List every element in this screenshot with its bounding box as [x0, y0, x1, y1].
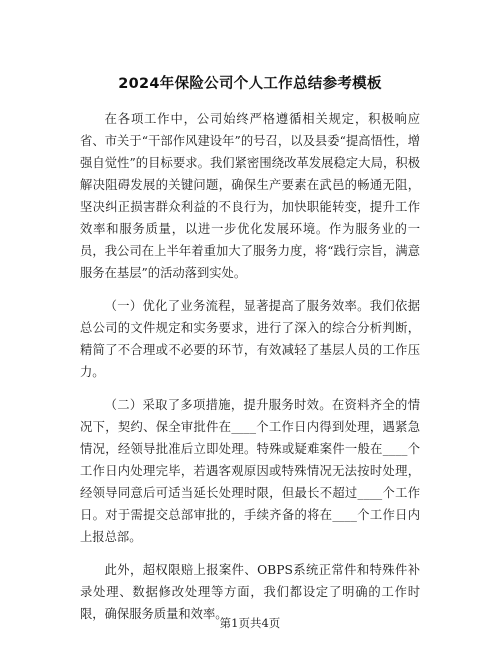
paragraph-intro: 在各项工作中，公司始终严格遵循相关规定，积极响应省、市关于“干部作风建设年”的号召，以及县委“提高悟性，增强自觉性”的目标要求。我们紧密围绕改革发展稳定大局，积极解决阻碍发展的关键问题，确保生产要素在武邑的畅通无阻，坚决纠正损害群众利益的不良行为，加快职能转变，提升工作效率和服务质量，以进一步优化发展环境。作为服务业的一员，我公司在上半年着重加大了服务力度，将“践行宗旨，满意服务在基层”的活动落到实处。	[80, 112, 420, 280]
page-number-footer: 第1页共4页	[219, 616, 281, 630]
document-body	[80, 108, 420, 625]
document-title: 2024年保险公司个人工作总结参考模板	[118, 76, 382, 92]
paragraph-closing: 此外，超权限赔上报案件、OBPS系统正常件和特殊件补录处理、数据修改处理等方面，我们都设定了明确的工作时限，确保服务质量和效率。	[80, 563, 420, 621]
paragraph-section-2: （二）采取了多项措施，提升服务时效。在资料齐全的情况下，契约、保全审批件在____个工作日内得到处理，遇紧急情况，经领导批准后立即处理。特殊或疑难案件一般在____个工作日内处理完毕，若遇客观原因或特殊情况无法按时处理，经领导同意后可适当延长处理时限，但最长不超过____个工作日。对于需提交总部审批的，手续齐备的将在____个工作日内上报总部。	[80, 398, 420, 544]
paragraph-section-1: （一）优化了业务流程，显著提高了服务效率。我们依据总公司的文件规定和实务要求，进行了深入的综合分析判断，精简了不合理或不必要的环节，有效减轻了基层人员的工作压力。	[80, 299, 420, 379]
